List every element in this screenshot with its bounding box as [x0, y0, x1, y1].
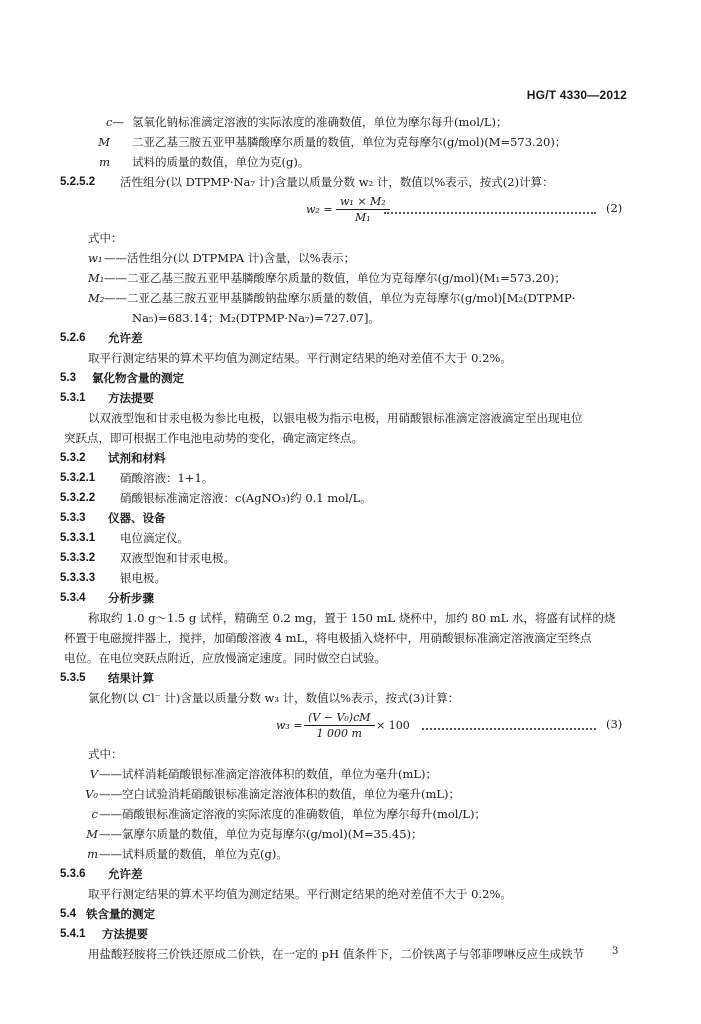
clause-title: 结果计算	[108, 671, 154, 685]
clause-number: 5.4.1	[60, 928, 86, 940]
clause-title: 氯化物含量的测定	[92, 371, 184, 385]
clause-5-3-1	[0, 388, 701, 408]
symbol: M	[86, 827, 98, 841]
definition-text: ——二亚乙基三胺五亚甲基膦酸钠盐摩尔质量的数值，单位为克每摩尔(g/mol)[M₂(DTPMP·	[104, 291, 576, 305]
clause-text: 活性组分(以 DTPMP·Na₇ 计)含量以质量分数 w₂ 计，数值以%表示，按式(2)计算：	[120, 175, 554, 189]
symbol: c—	[106, 115, 124, 129]
paragraph-line	[0, 428, 701, 448]
formula-lhs: w₃ =	[276, 719, 303, 732]
symbol: m	[87, 847, 98, 861]
clause-number: 5.3.2	[60, 452, 86, 464]
equation-number: (3)	[606, 717, 623, 731]
definition-text: Na₅)=683.14；M₂(DTPMP·Na₇)=727.07]。	[132, 311, 380, 325]
clause-number: 5.3.2.1	[60, 472, 96, 484]
clause-title: 试剂和材料	[108, 451, 166, 465]
where-label	[0, 228, 701, 248]
document-body	[0, 112, 701, 964]
clause-number: 5.3.3	[60, 512, 86, 524]
definition-row	[0, 764, 701, 784]
clause-number: 5.3.4	[60, 592, 86, 604]
paragraph-text: 用盐酸羟胺将三价铁还原成二价铁，在一定的 pH 值条件下，二价铁离子与邻菲啰啉反应生成铁节	[88, 947, 585, 961]
clause-title: 仪器、设备	[108, 511, 166, 525]
paragraph-text: 以双液型饱和甘汞电极为参比电极，以银电极为指示电极，用硝酸银标准滴定溶液滴定至出现电位	[88, 411, 583, 425]
definition-row	[0, 132, 701, 152]
clause-number: 5.3.3.1	[60, 532, 96, 544]
formula-numerator: w₁ × M₂	[336, 194, 390, 210]
clause-5-3-3-3	[0, 568, 701, 588]
definition-continuation	[0, 308, 701, 328]
definition-row	[0, 288, 701, 308]
clause-5-3-4	[0, 588, 701, 608]
clause-5-3-6	[0, 864, 701, 884]
clause-5-3-5	[0, 668, 701, 688]
symbol: c	[91, 807, 98, 821]
clause-5-4-1	[0, 924, 701, 944]
formula-denominator: M₁	[355, 211, 371, 224]
paragraph-text: 电位。在电位突跃点附近，应放慢滴定速度。同时做空白试验。	[64, 651, 386, 665]
clause-number: 5.3.6	[60, 868, 86, 880]
definition-row	[0, 248, 701, 268]
symbol: w₁	[88, 251, 103, 265]
clause-text: 硝酸溶液：1+1。	[120, 471, 214, 485]
definition-text: 氢氧化钠标准滴定溶液的实际浓度的准确数值，单位为摩尔每升(mol/L)；	[132, 115, 508, 129]
clause-text: 电位滴定仪。	[120, 531, 189, 545]
definition-text: ——二亚乙基三胺五亚甲基膦酸摩尔质量的数值，单位为克每摩尔(g/mol)(M₁=573.20)；	[104, 271, 566, 285]
paragraph-text: 突跃点，即可根据工作电池电动势的变化，确定滴定终点。	[64, 431, 363, 445]
clause-number: 5.2.6	[60, 332, 86, 344]
formula-2	[0, 192, 701, 228]
definition-text: ——试料质量的数值，单位为克(g)。	[99, 847, 288, 861]
definition-row	[0, 844, 701, 864]
clause-number: 5.4	[60, 908, 76, 920]
definition-text: 试料的质量的数值，单位为克(g)。	[132, 155, 310, 169]
where-text: 式中：	[88, 231, 123, 245]
clause-title: 铁含量的测定	[86, 907, 155, 921]
paragraph-line	[0, 408, 701, 428]
symbol: m	[99, 155, 110, 169]
clause-number: 5.3.2.2	[60, 492, 96, 504]
clause-number: 5.3	[60, 372, 76, 384]
clause-5-2-5-2	[0, 172, 701, 192]
clause-5-3-2-2	[0, 488, 701, 508]
clause-5-4	[0, 904, 701, 924]
leader-dots	[422, 716, 596, 730]
leader-dots	[384, 200, 596, 214]
definition-row	[0, 824, 701, 844]
equation-number: (2)	[606, 201, 623, 215]
formula-fraction	[336, 194, 390, 225]
clause-5-3-3	[0, 508, 701, 528]
clause-title: 允许差	[108, 867, 143, 881]
paragraph	[0, 688, 701, 708]
clause-title: 方法提要	[108, 391, 154, 405]
paragraph-line	[0, 944, 701, 964]
formula-lhs: w₂ =	[306, 203, 333, 216]
symbol: V₀	[85, 787, 98, 801]
paragraph	[0, 884, 701, 904]
paragraph-text: 取平行测定结果的算术平均值为测定结果。平行测定结果的绝对差值不大于 0.2%。	[88, 351, 512, 365]
formula-denominator: 1 000 m	[316, 727, 362, 740]
definition-row	[0, 804, 701, 824]
paragraph-line	[0, 648, 701, 668]
document-header: HG/T 4330—2012	[526, 88, 627, 102]
clause-title: 允许差	[108, 331, 143, 345]
paragraph-text: 杯置于电磁搅拌器上，搅拌，加硝酸溶液 4 mL，将电极插入烧杯中，用硝酸银标准滴定溶液滴定至终点	[64, 631, 592, 645]
definition-row	[0, 152, 701, 172]
definition-text: ——活性组分(以 DTPMPA 计)含量，以%表示；	[104, 251, 356, 265]
definition-text: ——试样消耗硝酸银标准滴定溶液体积的数值，单位为毫升(mL)；	[99, 767, 438, 781]
clause-text: 双液型饱和甘汞电极。	[120, 551, 235, 565]
paragraph-text: 称取约 1.0 g～1.5 g 试样，精确至 0.2 mg，置于 150 mL 烧杯中，加约 80 mL 水，将盛有试样的烧	[88, 611, 616, 625]
paragraph-text: 取平行测定结果的算术平均值为测定结果。平行测定结果的绝对差值不大于 0.2%。	[88, 887, 512, 901]
clause-title: 方法提要	[102, 927, 148, 941]
clause-5-3-3-2	[0, 548, 701, 568]
formula-multiplier: × 100	[376, 719, 410, 732]
definition-row	[0, 784, 701, 804]
page-number: 3	[612, 946, 619, 957]
symbol: M₁	[88, 271, 105, 285]
formula-numerator: (V − V₀)cM	[304, 710, 375, 726]
clause-number: 5.3.1	[60, 392, 86, 404]
definition-row	[0, 268, 701, 288]
definition-text: ——氯摩尔质量的数值，单位为克每摩尔(g/mol)(M=35.45)；	[99, 827, 423, 841]
symbol: M₂	[88, 291, 105, 305]
where-label	[0, 744, 701, 764]
definition-text: ——空白试验消耗硝酸银标准滴定溶液体积的数值，单位为毫升(mL)；	[99, 787, 461, 801]
symbol: V	[89, 767, 98, 781]
clause-5-3	[0, 368, 701, 388]
where-text: 式中：	[88, 747, 123, 761]
clause-number: 5.3.5	[60, 672, 86, 684]
paragraph	[0, 348, 701, 368]
clause-5-3-2	[0, 448, 701, 468]
clause-text: 硝酸银标准滴定溶液：c(AgNO₃)约 0.1 mol/L。	[120, 491, 372, 505]
symbol: M	[98, 135, 110, 149]
paragraph-line	[0, 608, 701, 628]
clause-number: 5.2.5.2	[60, 176, 96, 188]
clause-5-3-2-1	[0, 468, 701, 488]
paragraph-line	[0, 628, 701, 648]
clause-title: 分析步骤	[108, 591, 154, 605]
paragraph-text: 氯化物(以 Cl⁻ 计)含量以质量分数 w₃ 计，数值以%表示，按式(3)计算：	[88, 691, 460, 705]
clause-5-2-6	[0, 328, 701, 348]
definition-text: ——硝酸银标准滴定溶液的实际浓度的准确数值，单位为摩尔每升(mol/L)；	[99, 807, 486, 821]
clause-text: 银电极。	[120, 571, 166, 585]
formula-3	[0, 708, 701, 744]
definition-text: 二亚乙基三胺五亚甲基膦酸摩尔质量的数值，单位为克每摩尔(g/mol)(M=573.20)；	[132, 135, 567, 149]
clause-number: 5.3.3.2	[60, 552, 96, 564]
definition-row	[0, 112, 701, 132]
clause-number: 5.3.3.3	[60, 572, 96, 584]
clause-5-3-3-1	[0, 528, 701, 548]
formula-fraction	[304, 710, 375, 741]
